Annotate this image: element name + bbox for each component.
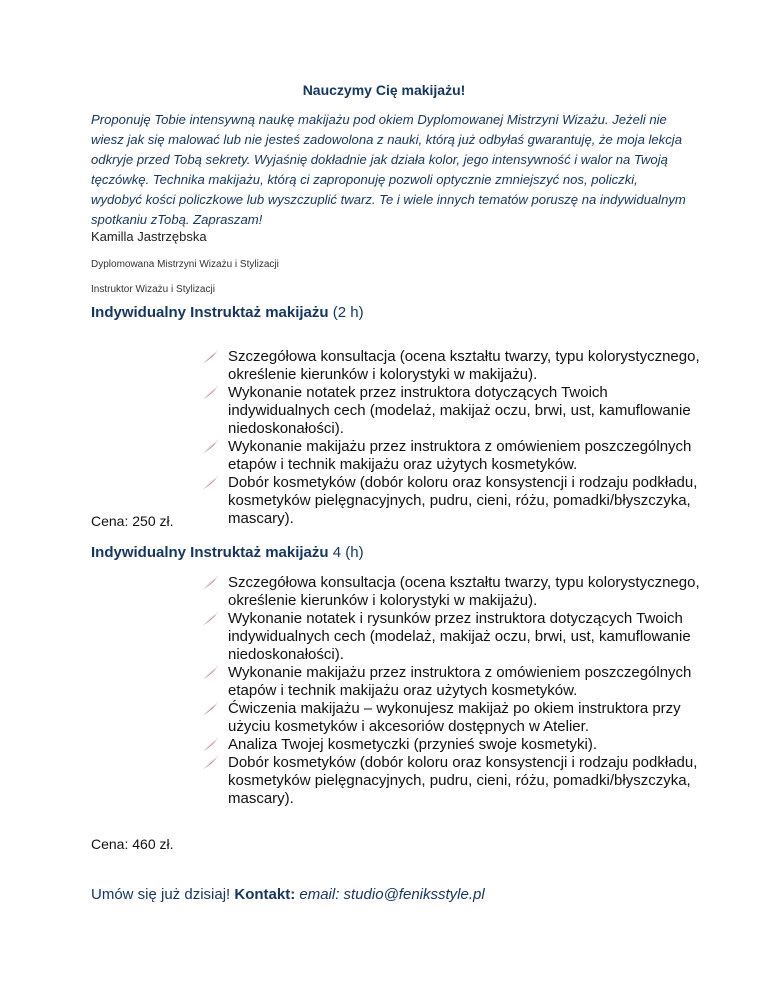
package-heading (91, 544, 364, 561)
list-item-text: Dobór kosmetyków (dobór koloru oraz konsystencji i rodzaju podkładu, kosmetyków pielęgnacyjnych, pudru, cieni, różu, pomadki/błyszczyka, mascary). (228, 474, 698, 527)
package-price: Cena: 460 zł. (91, 836, 174, 852)
package-heading (91, 304, 364, 321)
list-item-text: Ćwiczenia makijażu – wykonujesz makijaż po okiem instruktora przy użyciu kosmetyków i akcesoriów dostępnych w Atelier. (228, 700, 681, 735)
quill-bullet-icon (200, 575, 220, 591)
package-title: Indywidualny Instruktaż makijażu (91, 304, 329, 321)
author-name: Kamilla Jastrzębska (91, 229, 207, 244)
list-item (200, 348, 700, 384)
contact-email[interactable]: email: studio@feniksstyle.pl (295, 886, 485, 903)
quill-bullet-icon (200, 701, 220, 717)
list-item-text: Analiza Twojej kosmetyczki (przynieś swoje kosmetyki). (228, 736, 598, 753)
list-item-text: Szczegółowa konsultacja (ocena kształtu twarzy, typu kolorystycznego, określenie kierunków i kolorystyki w makijażu). (228, 574, 700, 609)
quill-bullet-icon (200, 665, 220, 681)
list-item-text: Wykonanie notatek przez instruktora dotyczących Twoich indywidualnych cech (modelaż, makijaż oczu, brwi, ust, kamuflowanie niedoskonałości). (228, 384, 691, 437)
call-to-action (91, 886, 485, 903)
credential-line: Instruktor Wizażu i Stylizacji (91, 284, 215, 295)
list-item (200, 736, 700, 754)
list-item-text: Wykonanie makijażu przez instruktora z omówieniem poszczególnych etapów i technik makijażu oraz użytych kosmetyków. (228, 438, 692, 473)
package-items-list (200, 348, 700, 528)
quill-bullet-icon (200, 475, 220, 491)
quill-bullet-icon (200, 385, 220, 401)
quill-bullet-icon (200, 755, 220, 771)
quill-bullet-icon (200, 439, 220, 455)
page-title: Nauczymy Cię makijażu! (302, 82, 466, 98)
list-item (200, 664, 700, 700)
list-item-text: Wykonanie notatek i rysunków przez instruktora dotyczących Twoich indywidualnych cech (modelaż, makijaż oczu, brwi, ust, kamuflowanie niedoskonałości). (228, 610, 691, 663)
contact-label: Kontakt: (234, 886, 296, 903)
package-duration: 4 (h) (328, 544, 364, 561)
quill-bullet-icon (200, 737, 220, 753)
cta-lead: Umów się już dzisiaj! (91, 886, 235, 903)
package-price: Cena: 250 zł. (91, 513, 174, 529)
list-item-text: Dobór kosmetyków (dobór koloru oraz konsystencji i rodzaju podkładu, kosmetyków pielęgnacyjnych, pudru, cieni, różu, pomadki/błyszczyka, mascary). (228, 754, 698, 807)
quill-bullet-icon (200, 349, 220, 365)
list-item (200, 438, 700, 474)
list-item-text: Szczegółowa konsultacja (ocena kształtu twarzy, typu kolorystycznego, określenie kierunków i kolorystyki w makijażu). (228, 348, 700, 383)
credential-line: Dyplomowana Mistrzyni Wizażu i Stylizacji (91, 259, 279, 270)
package-items-list (200, 574, 700, 808)
intro-paragraph: Proponuję Tobie intensywną naukę makijażu pod okiem Dyplomowanej Mistrzyni Wizażu. Jeżeli nie wiesz jak się malować lub nie jesteś zadowolona z nauki, którą już odbyłaś gwarantuję, że moja lekcja odkryje przed Tobą sekrety. Wyjaśnię dokładnie jak działa kolor, jego intensywność i walor na Twoją tęczówkę. Technika makijażu, którą ci zaproponuję pozwoli optycznie zmniejszyć nos, policzki, wydobyć kości policzkowe lub wyszczuplić twarz. Te i wiele innych tematów poruszę na indywidualnym spotkaniu zTobą. Zapraszam! (91, 112, 686, 227)
list-item (200, 610, 700, 664)
list-item (200, 754, 700, 808)
package-duration: (2 h) (328, 304, 364, 321)
list-item (200, 574, 700, 610)
list-item (200, 474, 700, 528)
quill-bullet-icon (200, 611, 220, 627)
package-title: Indywidualny Instruktaż makijażu (91, 544, 329, 561)
list-item (200, 700, 700, 736)
list-item-text: Wykonanie makijażu przez instruktora z omówieniem poszczególnych etapów i technik makijażu oraz użytych kosmetyków. (228, 664, 692, 699)
list-item (200, 384, 700, 438)
